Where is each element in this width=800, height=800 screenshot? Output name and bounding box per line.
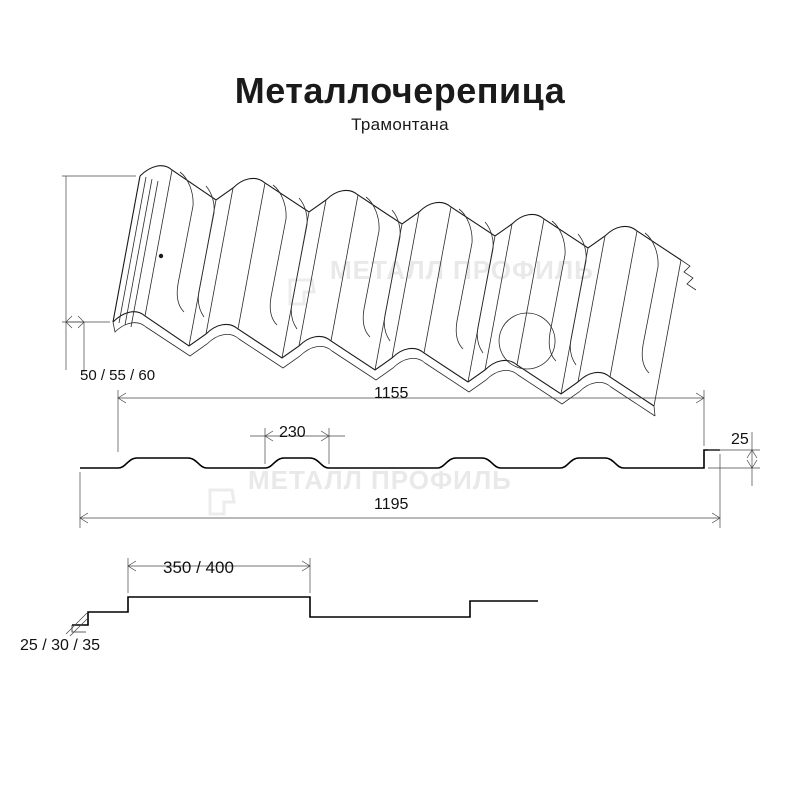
label-overall-length: 1155 — [374, 385, 409, 402]
watermark-logo-icon — [210, 280, 314, 514]
label-total-width: 1195 — [374, 496, 409, 513]
watermark-bottom: МЕТАЛЛ ПРОФИЛЬ — [248, 465, 512, 495]
page-subtitle: Трамонтана — [351, 115, 449, 134]
page-title: Металлочерепица — [234, 70, 566, 111]
label-step-heights: 50 / 55 / 60 — [80, 367, 156, 384]
label-step-rise: 25 / 30 / 35 — [20, 637, 101, 654]
watermark-top: МЕТАЛЛ ПРОФИЛЬ — [330, 255, 594, 285]
isometric-view — [62, 166, 696, 416]
label-step-lengths: 350 / 400 — [163, 558, 234, 577]
detail-dot — [159, 254, 163, 258]
cross-section-front — [80, 390, 760, 528]
label-wave-pitch: 230 — [279, 424, 306, 441]
side-profile-view — [66, 558, 538, 636]
label-profile-height: 25 — [731, 431, 749, 448]
